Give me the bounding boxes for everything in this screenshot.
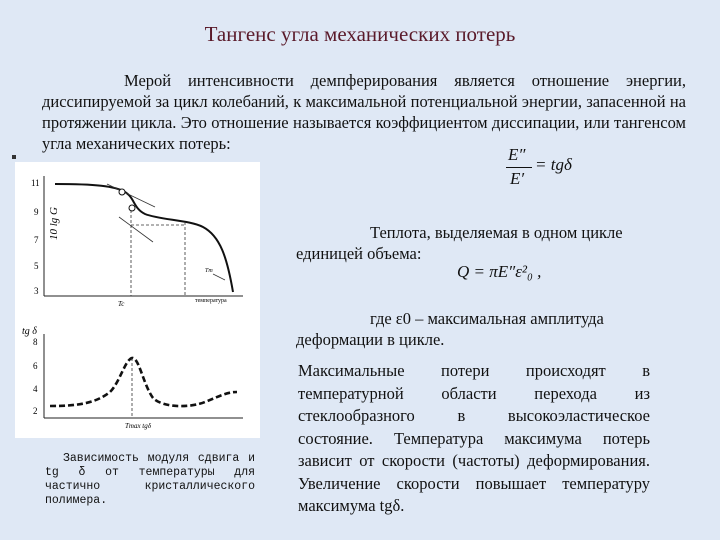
formula-numerator: E″	[508, 145, 526, 164]
lower-y-label: tg δ	[22, 326, 37, 337]
bullet-dot	[12, 155, 16, 159]
upper-tick-3: 3	[34, 286, 39, 296]
upper-plot	[31, 176, 243, 308]
upper-x-marker: Tc	[118, 300, 125, 308]
fraction-bar	[506, 167, 532, 168]
lower-tick-8: 8	[33, 337, 38, 347]
lower-x-marker: Tmax tgδ	[125, 422, 152, 430]
upper-x-label: температура	[195, 298, 227, 304]
intro-paragraph	[42, 70, 686, 154]
figure-caption	[45, 452, 255, 508]
intro-text: Мерой интенсивности демпферирования является отношение энергии, диссипируемой за цикл колебаний, к максимальной потенциальной энергии, запасенной на протяжении цикла. Это отношение называется коэффициентом диссипации, или тангенсом угла механических потерь:	[42, 71, 686, 153]
lower-tick-6: 6	[33, 361, 38, 371]
upper-tick-9: 9	[34, 207, 39, 217]
upper-tick-7: 7	[34, 235, 39, 245]
amplitude-text: где ε0 – максимальная амплитуда деформации в цикле.	[296, 309, 604, 349]
lower-tick-2: 2	[33, 406, 38, 416]
formula-denominator: E′	[510, 169, 525, 188]
page-title: Тангенс угла механических потерь	[204, 22, 516, 46]
amplitude-paragraph	[296, 308, 650, 350]
heat-formula: Q = πE″ε²₀ ,	[457, 262, 542, 281]
heat-text: Теплота, выделяемая в одном цикле единицей объема:	[296, 223, 623, 263]
figure-graphic	[15, 162, 260, 438]
upper-tick-11: 11	[31, 178, 40, 188]
modulus-figure	[15, 162, 260, 438]
tan-delta-formula	[503, 142, 573, 194]
caption-text: Зависимость модуля сдвига и tg δ от температуры для частично кристаллического полимера.	[45, 452, 255, 507]
max-losses-paragraph: Максимальные потери происходят в температурной области перехода из стеклообразного в высокоэластическое состояние. Температура максимума потерь зависит от скорости (частоты) деформирования. Увеличение скорости повышает температуру максимума tgδ.	[298, 361, 650, 515]
lower-tick-4: 4	[33, 384, 38, 394]
lower-plot	[22, 326, 243, 430]
formula-rhs: = tgδ	[535, 155, 572, 174]
upper-tick-5: 5	[34, 261, 39, 271]
upper-y-label: 10 lg G	[48, 207, 60, 240]
heat-paragraph	[296, 222, 650, 264]
curve-label-tt: Tт	[205, 268, 213, 274]
